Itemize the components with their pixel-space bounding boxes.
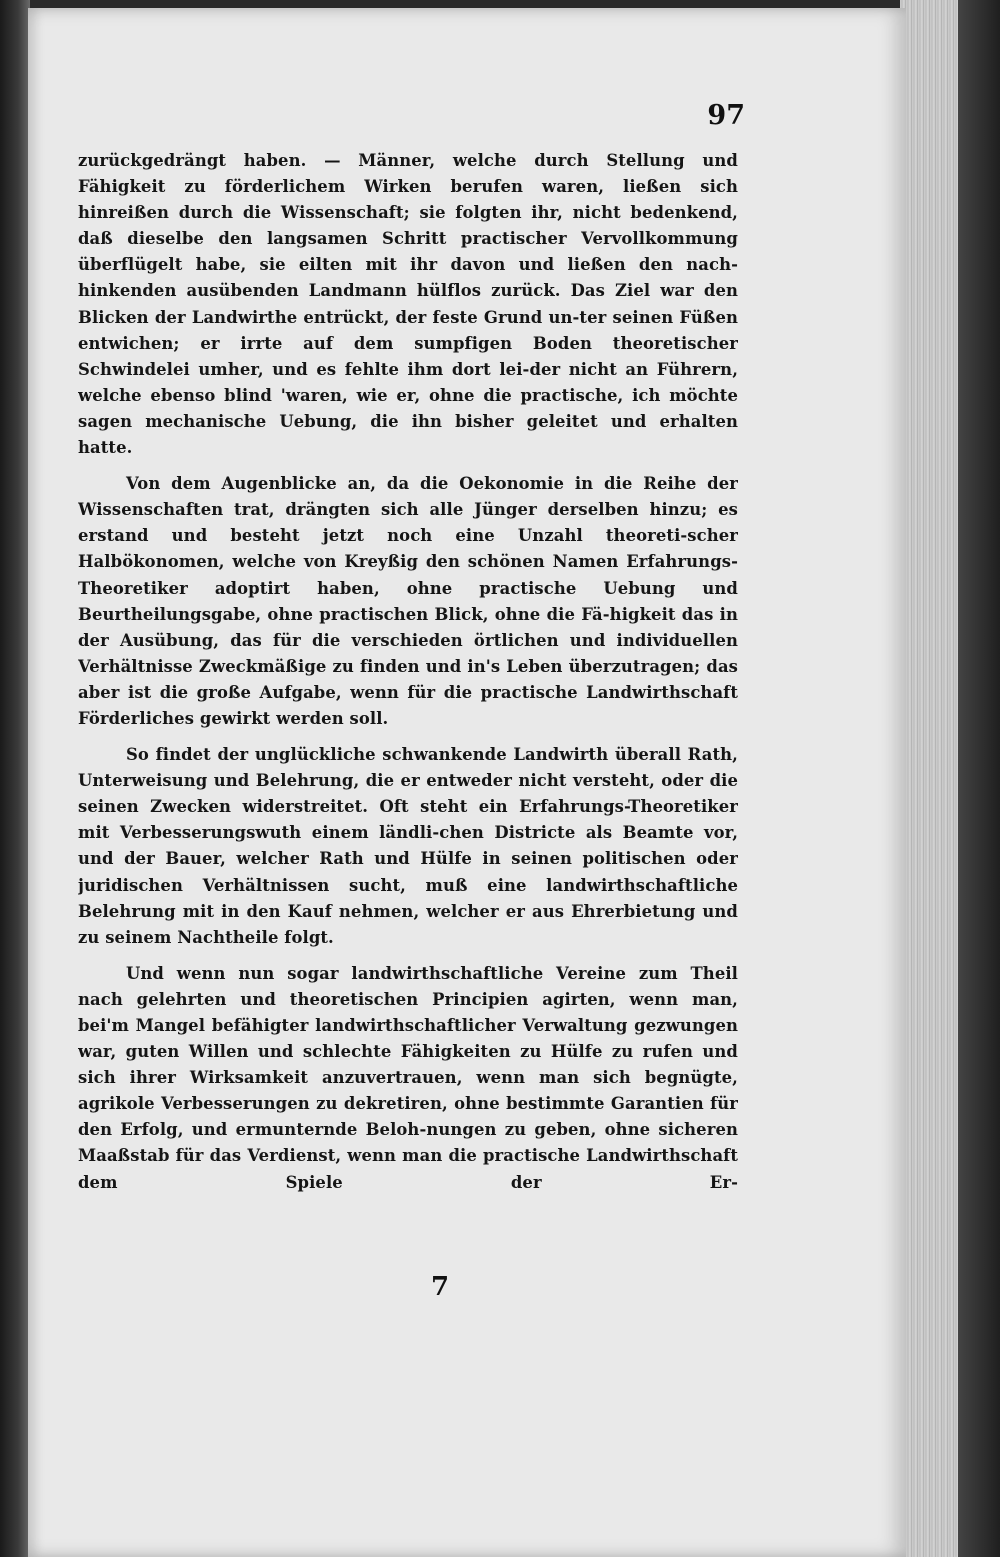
book-cover-edge (958, 0, 1000, 1557)
book-gutter (0, 0, 30, 1557)
printer-signature-mark: 7 (430, 1272, 450, 1302)
body-text (78, 148, 738, 1258)
paragraph-4: Und wenn nun sogar landwirthschaftliche Vereine zum Theil nach gelehrten und theoretischen Principien agirten, wenn man, bei'm Mangel befähigter landwirthschaftlicher Verwaltung gezwungen war, guten Willen und schlechte Fähigkeiten zu Hülfe zu rufen und sich ihrer Wirksamkeit anzuvertrauen, wenn man sich begnügte, agrikole Verbesserungen zu dekretiren, ohne bestimmte Garantien für den Erfolg, und ermunternde Beloh-nungen zu geben, ohne sicheren Maaßstab für das Verdienst, wenn man die practische Landwirthschaft dem Spiele der Er- (78, 963, 738, 1192)
paragraph-3: So findet der unglückliche schwankende Landwirth überall Rath, Unterweisung und Belehrung, die er entweder nicht versteht, oder die seinen Zwecken widerstreitet. Oft steht ein Erfahrungs-Theoretiker mit Verbesserungswuth einem ländli-chen Districte als Beamte vor, und der Bauer, welcher Rath und Hülfe in seinen politischen oder juridischen Verhältnissen sucht, muß eine landwirthschaftliche Belehrung mit in den Kauf nehmen, welcher er aus Ehrerbietung und zu seinem Nachtheile folgt. (78, 745, 738, 947)
paragraph-2: Von dem Augenblicke an, da die Oekonomie in die Reihe der Wissenschaften trat, drängten sich alle Jünger derselben hinzu; es erstand und besteht jetzt noch eine Unzahl theoreti-scher Halbökonomen, welche von Kreyßig den schönen Namen Erfahrungs-Theoretiker adoptirt haben, ohne practische Uebung und Beurtheilungsgabe, ohne practischen Blick, ohne die Fä-higkeit das in der Ausübung, das für die verschieden örtlichen und individuellen Verhältnisse Zweckmäßige zu finden und in's Leben überzutragen; das aber ist die große Aufgabe, wenn für die practische Landwirthschaft Förderliches gewirkt werden soll. (78, 474, 738, 728)
page-number: 97 (707, 100, 745, 131)
paragraph-1: zurückgedrängt haben. — Männer, welche durch Stellung und Fähigkeit zu förderlichem Wirken berufen waren, ließen sich hinreißen durch die Wissenschaft; sie folgten ihr, nicht bedenkend, daß dieselbe den langsamen Schritt practischer Vervollkommung überflügelt habe, sie eilten mit ihr davon und ließen den nach-hinkenden ausübenden Landmann hülflos zurück. Das Ziel war den Blicken der Landwirthe entrückt, der feste Grund un-ter seinen Füßen entwichen; er irrte auf dem sumpfigen Boden theoretischer Schwindelei umher, und es fehlte ihm dort lei-der nicht an Führern, welche ebenso blind 'waren, wie er, ohne die practische, ich möchte sagen mechanische Uebung, die ihn bisher geleitet und erhalten hatte. (78, 151, 738, 458)
